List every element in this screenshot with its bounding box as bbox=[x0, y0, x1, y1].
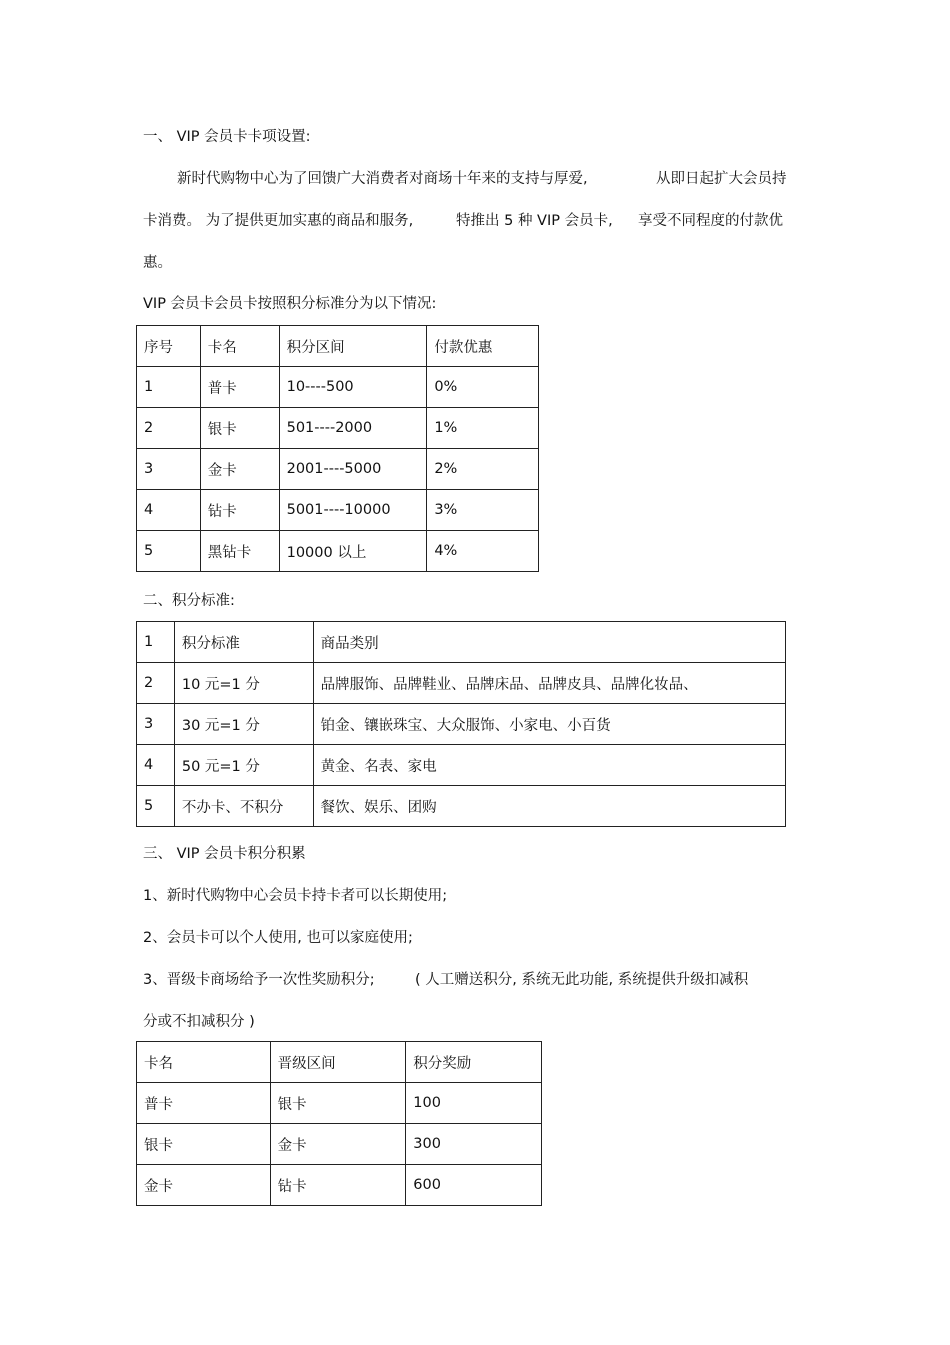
points-standard-table bbox=[136, 621, 786, 827]
table-cell: 2 bbox=[137, 408, 201, 449]
table-cell: 铂金、镶嵌珠宝、大众服饰、小家电、小百货 bbox=[313, 704, 785, 745]
table-row bbox=[137, 1165, 542, 1206]
table-cell: 金卡 bbox=[200, 449, 279, 490]
table-cell: 5 bbox=[137, 786, 175, 827]
table-cell: 金卡 bbox=[137, 1165, 271, 1206]
header-cell: 卡名 bbox=[200, 326, 279, 367]
table-cell: 2001----5000 bbox=[279, 449, 427, 490]
paragraph-line3: 惠。 bbox=[143, 255, 172, 271]
header-cell: 晋级区间 bbox=[270, 1042, 406, 1083]
table-cell: 501----2000 bbox=[279, 408, 427, 449]
paragraph-line2c: 享受不同程度的付款优 bbox=[638, 213, 783, 229]
table-cell: 银卡 bbox=[200, 408, 279, 449]
section3-heading: 三、 VIP 会员卡积分积累 bbox=[143, 846, 306, 862]
table-cell: 1 bbox=[137, 367, 201, 408]
rule-item-2: 2、会员卡可以个人使用, 也可以家庭使用; bbox=[143, 930, 413, 946]
table-row bbox=[137, 663, 786, 704]
table1-intro: VIP 会员卡会员卡按照积分标准分为以下情况: bbox=[143, 296, 437, 312]
table-row bbox=[137, 786, 786, 827]
table-cell: 600 bbox=[406, 1165, 542, 1206]
table-cell: 3 bbox=[137, 449, 201, 490]
table-cell: 2 bbox=[137, 663, 175, 704]
table-cell: 银卡 bbox=[270, 1083, 406, 1124]
table-cell: 3 bbox=[137, 704, 175, 745]
table-cell: 4% bbox=[427, 531, 539, 572]
table-cell: 5 bbox=[137, 531, 201, 572]
rule-item-3a: 3、晋级卡商场给予一次性奖励积分; bbox=[143, 972, 375, 988]
paragraph-line1a: 新时代购物中心为了回馈广大消费者对商场十年来的支持与厚爱, bbox=[177, 171, 588, 187]
table-cell: 2% bbox=[427, 449, 539, 490]
section1-heading: 一、 VIP 会员卡卡项设置: bbox=[143, 129, 311, 145]
table-cell: 5001----10000 bbox=[279, 490, 427, 531]
table-cell: 300 bbox=[406, 1124, 542, 1165]
table-cell: 100 bbox=[406, 1083, 542, 1124]
table-row bbox=[137, 408, 539, 449]
table-row bbox=[137, 1083, 542, 1124]
header-cell: 1 bbox=[137, 622, 175, 663]
paragraph-line2a: 卡消费。 为了提供更加实惠的商品和服务, bbox=[143, 213, 414, 229]
table-cell: 3% bbox=[427, 490, 539, 531]
header-cell: 序号 bbox=[137, 326, 201, 367]
table-cell: 10 元=1 分 bbox=[174, 663, 313, 704]
header-cell: 付款优惠 bbox=[427, 326, 539, 367]
table-cell: 黄金、名表、家电 bbox=[313, 745, 785, 786]
table-row bbox=[137, 449, 539, 490]
table-cell: 普卡 bbox=[200, 367, 279, 408]
section2-heading: 二、积分标准: bbox=[143, 593, 235, 609]
table-cell: 品牌服饰、品牌鞋业、品牌床品、品牌皮具、品牌化妆品、 bbox=[313, 663, 785, 704]
table-row bbox=[137, 745, 786, 786]
table-cell: 4 bbox=[137, 745, 175, 786]
table-cell: 黑钻卡 bbox=[200, 531, 279, 572]
upgrade-reward-table bbox=[136, 1041, 542, 1206]
table-cell: 餐饮、娱乐、团购 bbox=[313, 786, 785, 827]
rule-item-3c: 分或不扣减积分 ) bbox=[143, 1014, 255, 1030]
header-cell: 积分奖励 bbox=[406, 1042, 542, 1083]
table-cell: 银卡 bbox=[137, 1124, 271, 1165]
header-cell: 卡名 bbox=[137, 1042, 271, 1083]
paragraph-line1b: 从即日起扩大会员持 bbox=[656, 171, 787, 187]
header-cell: 积分区间 bbox=[279, 326, 427, 367]
table-row bbox=[137, 531, 539, 572]
table-header-row bbox=[137, 326, 539, 367]
table-cell: 30 元=1 分 bbox=[174, 704, 313, 745]
table-row bbox=[137, 367, 539, 408]
table-row bbox=[137, 490, 539, 531]
table-row bbox=[137, 1124, 542, 1165]
header-cell: 商品类别 bbox=[313, 622, 785, 663]
table-header-row bbox=[137, 1042, 542, 1083]
table-cell: 0% bbox=[427, 367, 539, 408]
table-cell: 10----500 bbox=[279, 367, 427, 408]
table-cell: 钻卡 bbox=[200, 490, 279, 531]
card-tier-table bbox=[136, 325, 539, 572]
table-cell: 1% bbox=[427, 408, 539, 449]
table-cell: 10000 以上 bbox=[279, 531, 427, 572]
table-row bbox=[137, 704, 786, 745]
paragraph-line2b: 特推出 5 种 VIP 会员卡, bbox=[456, 213, 613, 229]
table-cell: 金卡 bbox=[270, 1124, 406, 1165]
rule-item-1: 1、新时代购物中心会员卡持卡者可以长期使用; bbox=[143, 888, 448, 904]
table-cell: 4 bbox=[137, 490, 201, 531]
table-header-row bbox=[137, 622, 786, 663]
rule-item-3b: ( 人工赠送积分, 系统无此功能, 系统提供升级扣减积 bbox=[415, 972, 749, 988]
table-cell: 普卡 bbox=[137, 1083, 271, 1124]
table-cell: 钻卡 bbox=[270, 1165, 406, 1206]
header-cell: 积分标准 bbox=[174, 622, 313, 663]
table-cell: 50 元=1 分 bbox=[174, 745, 313, 786]
table-cell: 不办卡、不积分 bbox=[174, 786, 313, 827]
